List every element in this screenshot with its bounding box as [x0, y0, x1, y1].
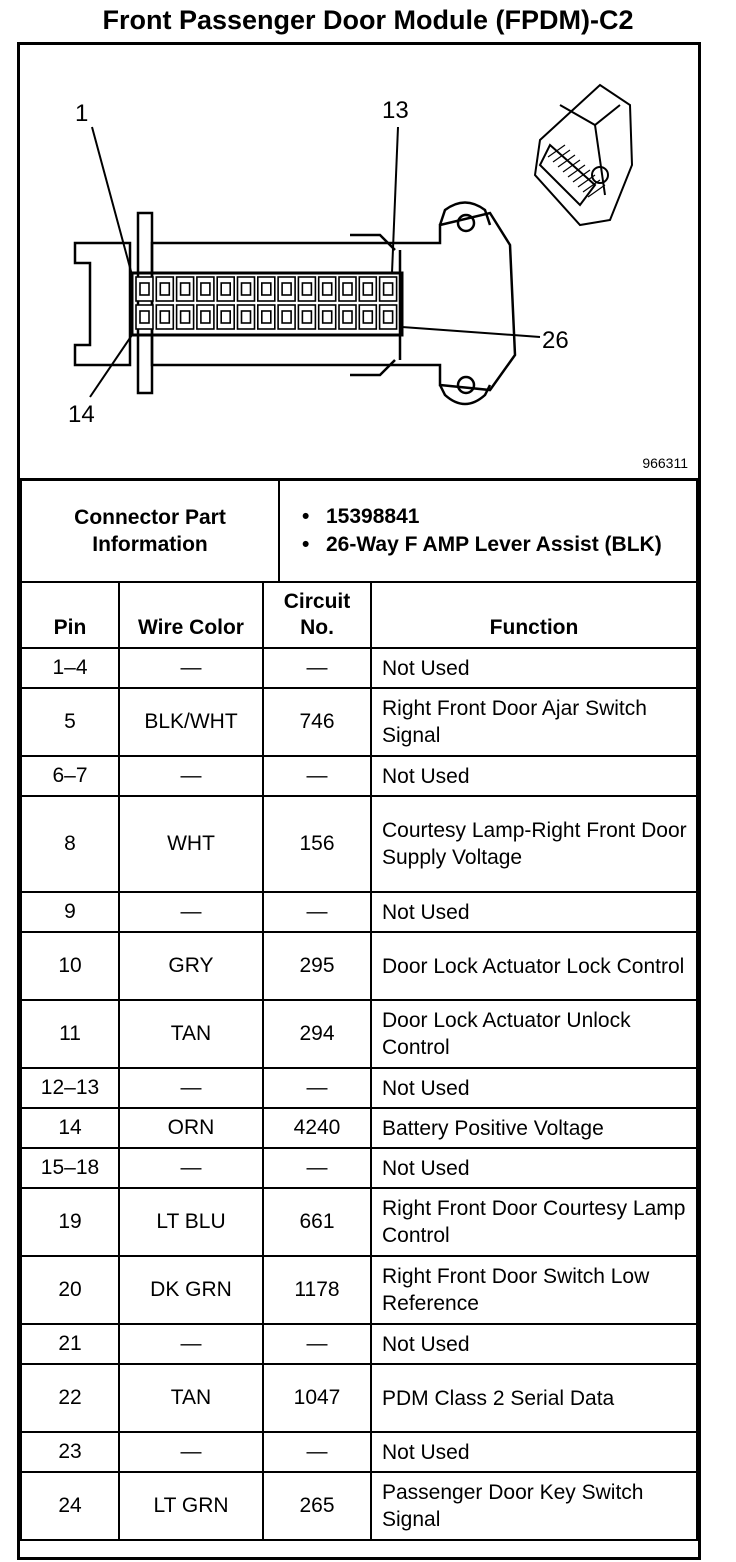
wire-color-cell: BLK/WHT: [119, 688, 263, 756]
table-row: [21, 1000, 697, 1068]
circuit-cell: —: [263, 892, 371, 932]
pin-table-header: [21, 582, 697, 648]
pin-cell: 12–13: [21, 1068, 119, 1108]
table-row: [21, 892, 697, 932]
pin-cell: 20: [21, 1256, 119, 1324]
circuit-cell: 1178: [263, 1256, 371, 1324]
circuit-cell: —: [263, 648, 371, 688]
table-row: [21, 1068, 697, 1108]
function-cell: Not Used: [371, 1148, 697, 1188]
pin-cavity-inner: [384, 311, 393, 323]
header-wire-color: Wire Color: [119, 582, 263, 648]
pin-14-label: 14: [68, 401, 95, 428]
page-title: Front Passenger Door Module (FPDM)-C2: [102, 5, 634, 35]
pin-cavity-inner: [140, 283, 149, 295]
pin-cavity-inner: [282, 311, 291, 323]
pin-cavity-inner: [262, 311, 271, 323]
circuit-cell: 156: [263, 796, 371, 892]
pin-cavity-inner: [221, 311, 230, 323]
table-row: [21, 1432, 697, 1472]
pin-cavity-inner: [343, 283, 352, 295]
connector-part-number: • 15398841: [326, 503, 688, 531]
table-row: [21, 756, 697, 796]
wire-color-cell: —: [119, 1148, 263, 1188]
wire-color-cell: —: [119, 1432, 263, 1472]
circuit-cell: —: [263, 1432, 371, 1472]
function-cell: Right Front Door Ajar Switch Signal: [371, 688, 697, 756]
pin-cavity-inner: [201, 283, 210, 295]
wire-color-cell: ORN: [119, 1108, 263, 1148]
header-circuit: Circuit No.: [263, 582, 371, 648]
wire-color-cell: WHT: [119, 796, 263, 892]
function-cell: Door Lock Actuator Lock Control: [371, 932, 697, 1000]
circuit-cell: 1047: [263, 1364, 371, 1432]
pin-cavity-inner: [363, 311, 372, 323]
pin-cavity-inner: [181, 283, 190, 295]
wire-color-cell: TAN: [119, 1364, 263, 1432]
pin-cell: 9: [21, 892, 119, 932]
circuit-cell: 295: [263, 932, 371, 1000]
pin-table: [20, 581, 698, 1541]
pin-cavity-inner: [242, 311, 251, 323]
header-function: Function: [371, 582, 697, 648]
pin-cell: 23: [21, 1432, 119, 1472]
pin-cell: 5: [21, 688, 119, 756]
wire-color-cell: TAN: [119, 1000, 263, 1068]
pin-cell: 11: [21, 1000, 119, 1068]
wire-color-cell: —: [119, 756, 263, 796]
table-row: [21, 932, 697, 1000]
connector-diagram: [20, 45, 698, 481]
table-row: [21, 1108, 697, 1148]
table-row: [21, 796, 697, 892]
pin-cell: 21: [21, 1324, 119, 1364]
pin-cavity-inner: [384, 283, 393, 295]
figure-number: 966311: [642, 455, 688, 471]
circuit-cell: 746: [263, 688, 371, 756]
circuit-cell: 265: [263, 1472, 371, 1540]
function-cell: PDM Class 2 Serial Data: [371, 1364, 697, 1432]
function-cell: Right Front Door Switch Low Reference: [371, 1256, 697, 1324]
connector-info-table: [20, 478, 698, 583]
circuit-cell: —: [263, 756, 371, 796]
table-row: [21, 1188, 697, 1256]
wire-color-cell: LT GRN: [119, 1472, 263, 1540]
table-row: [21, 688, 697, 756]
function-cell: Not Used: [371, 648, 697, 688]
pin-cavity-inner: [282, 283, 291, 295]
table-row: [21, 1472, 697, 1540]
pin-cavity-inner: [343, 311, 352, 323]
pin-cavity-inner: [363, 283, 372, 295]
wire-color-cell: —: [119, 648, 263, 688]
function-cell: Passenger Door Key Switch Signal: [371, 1472, 697, 1540]
wire-color-cell: —: [119, 1068, 263, 1108]
function-cell: Not Used: [371, 1068, 697, 1108]
function-cell: Not Used: [371, 756, 697, 796]
circuit-cell: 294: [263, 1000, 371, 1068]
table-row: [21, 1148, 697, 1188]
circuit-cell: 4240: [263, 1108, 371, 1148]
table-row: [21, 1364, 697, 1432]
connector-description: • 26-Way F AMP Lever Assist (BLK): [326, 531, 688, 559]
pin-cell: 19: [21, 1188, 119, 1256]
wire-color-cell: LT BLU: [119, 1188, 263, 1256]
function-cell: Right Front Door Courtesy Lamp Control: [371, 1188, 697, 1256]
pin-cavity-inner: [262, 283, 271, 295]
function-cell: Door Lock Actuator Unlock Control: [371, 1000, 697, 1068]
pin-cell: 6–7: [21, 756, 119, 796]
circuit-cell: —: [263, 1324, 371, 1364]
pin-cavity-inner: [181, 311, 190, 323]
pin-cell: 8: [21, 796, 119, 892]
table-row: [21, 1256, 697, 1324]
circuit-cell: —: [263, 1068, 371, 1108]
pin-cavity-inner: [242, 283, 251, 295]
circuit-cell: 661: [263, 1188, 371, 1256]
pin-cavity-inner: [323, 311, 332, 323]
connector-frame: [17, 42, 701, 1560]
function-cell: Not Used: [371, 1324, 697, 1364]
wire-color-cell: —: [119, 1324, 263, 1364]
pin-cavity-inner: [201, 311, 210, 323]
wire-color-cell: —: [119, 892, 263, 932]
function-cell: Not Used: [371, 1432, 697, 1472]
table-row: [21, 648, 697, 688]
pin-cell: 15–18: [21, 1148, 119, 1188]
pin-26-label: 26: [542, 327, 569, 354]
pin-cell: 24: [21, 1472, 119, 1540]
pin-cavity-inner: [140, 311, 149, 323]
pin-cell: 1–4: [21, 648, 119, 688]
pin-cavity-inner: [160, 283, 169, 295]
function-cell: Battery Positive Voltage: [371, 1108, 697, 1148]
pin-cell: 22: [21, 1364, 119, 1432]
wire-color-cell: DK GRN: [119, 1256, 263, 1324]
table-row: [21, 1324, 697, 1364]
connector-drawing: [20, 45, 698, 478]
pin-1-label: 1: [75, 100, 89, 127]
function-cell: Courtesy Lamp-Right Front Door Supply Voltage: [371, 796, 697, 892]
function-cell: Not Used: [371, 892, 697, 932]
connector-info-label: Connector Part Information: [21, 479, 279, 582]
header-pin: Pin: [21, 582, 119, 648]
connector-info-details: [279, 479, 697, 582]
pin-cavity-inner: [302, 283, 311, 295]
pin-cavity-inner: [323, 283, 332, 295]
circuit-cell: —: [263, 1148, 371, 1188]
pin-cavity-inner: [302, 311, 311, 323]
pin-cavity-inner: [221, 283, 230, 295]
pin-cell: 14: [21, 1108, 119, 1148]
pin-cell: 10: [21, 932, 119, 1000]
pin-13-label: 13: [382, 97, 409, 124]
pin-cavity-inner: [160, 311, 169, 323]
wire-color-cell: GRY: [119, 932, 263, 1000]
